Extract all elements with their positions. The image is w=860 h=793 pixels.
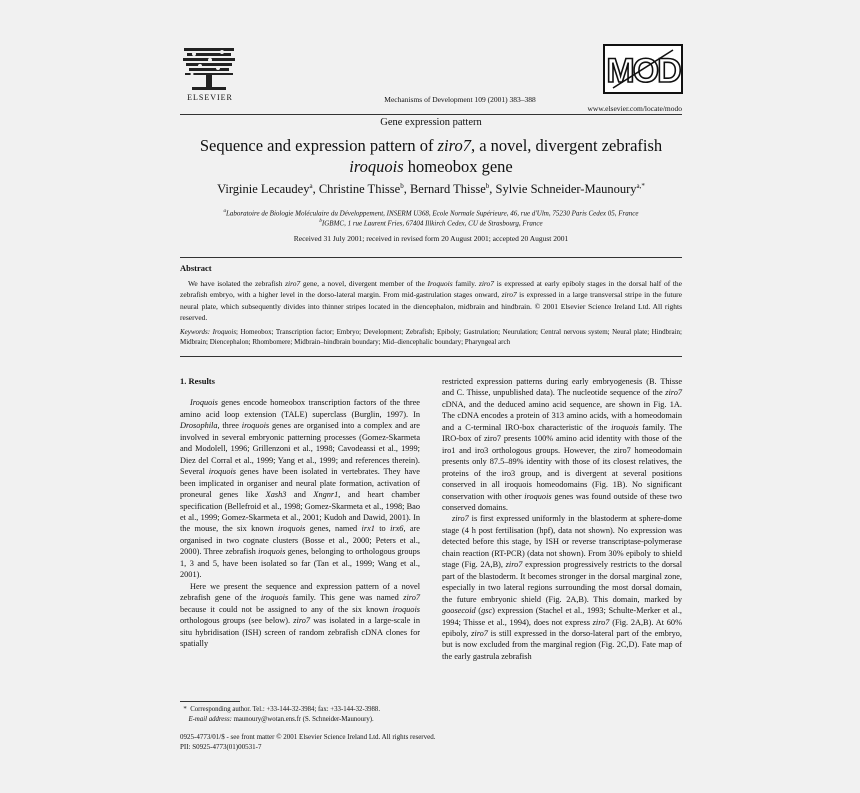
abstract-heading: Abstract [180,263,212,273]
section-heading: 1. Results [180,376,215,386]
received-dates: Received 31 July 2001; received in revised form 20 August 2001; accepted 20 August 2001 [293,234,569,243]
header-rule [180,114,682,115]
author: Bernard Thisse [409,182,486,197]
page-footer: 0925-4773/01/$ - see front matter © 2001 Elsevier Science Ireland Ltd. All rights reserved. PII: S0925-4773(01)00531-7 [180,733,436,751]
paragraph: Iroquois genes encode homeobox transcription factors of the three amino acid loop extension (TALE) superclass (Burglin, 1997). In Drosophila, three iroquois genes are organised into a complex and are involved in several embryonic patterning processes (Gomez-Skarmeta and Modolell, 1996; Grillenzoni et al., 1998; Cavodeassi et al., 1999; Diez del Corral et al., 1999; Yang et al., 1999; and references therein). Several iroquois genes have been isolated in vertebrates. They have been implicated in organiser and neural plate formation, activation of proneural genes like Xash3 and Xngnr1, and heart chamber specification (Bellefroid et al., 1998; Gomez-Skarmeta et al., 1998; Bao et al., 1999; Gomez-Skarmeta et al., 2001; Kudoh and Dawid, 2001). In the mouse, the six known iroquois genes, named irx1 to irx6, are organised in two cognate clusters (Bosse et al., 2000; Peters et al., 2000). Three zebrafish iroquois genes, belonging to orthologous groups 1, 3 and 5, have been isolated so far (Tan et al., 1999; Wang et al., 2001). [180,398,420,580]
author: Virginie Lecaudey [217,182,310,197]
svg-text:MOD: MOD [606,52,680,90]
journal-logo [603,44,683,94]
article-title: Sequence and expression pattern of ziro7, a novel, divergent zebrafish iroquois homeobox gene [199,136,663,176]
author-list: Virginie Lecaudey$^a$, Christine Thisse$^b$, Bernard Thisse$^b$, Sylvie Schneider-Maunoury$^{a,*}$ [217,182,645,197]
footnote-rule [180,701,240,702]
paragraph: restricted expression patterns during early embryogenesis (B. Thisse and C. Thisse, unpublished data). The nucleotide sequence of the ziro7 cDNA, and the deduced amino acid sequence, are shown in Fig. 1A. The cDNA encodes a protein of 313 amino acids, with a homeodomain and a C-terminal IRO-box characteristic of the iroquois family. The IRO-box of ziro7 presents 100% amino acid identity with those of the iro1 and iro3 orthologous groups. However, the ziro7 homeodomain presents only 87.5–89% identity with those of its closest relatives, the proteins of the iro3 group, and is divergent at several positions conserved in all iroquois homeodomains (Fig. 1B). No significant conservation with other iroquois genes was found outside of these two conserved domains. [442,377,683,512]
article-section: Gene expression pattern [380,117,482,128]
journal-citation: Mechanisms of Development 109 (2001) 383–388 [384,95,536,104]
abstract-text: We have isolated the zebrafish ziro7 gene, a novel, divergent member of the Iroquois family. ziro7 is expressed at early epiboly stages in the dorsal half of the zebrafish embryo, with a higher level in the dorso-lateral margin. From mid-gastrulation stages onward, ziro7 is expressed in a large transversal stripe in the future neural plate, which subsequently divides into thinner stripes located in the diencephalon, midbrain and hindbrain. © 2001 Elsevier Science Ireland Ltd. All rights reserved. [180,279,682,322]
right-column [442,376,682,662]
paragraph: ziro7 is first expressed uniformly in the blastoderm at sphere-dome stage (4 h post fertilisation (hpf), data not shown). No expression was detected before this stage, by ISH or reverse transcriptase-polymerase chain reaction (RT-PCR) (data not shown). From 30% epiboly to shield stage (Fig. 2A,B), ziro7 expression progressively restricts to the dorsal part of the blastoderm. It becomes stronger in the dorsal marginal zone, especially in two lateral regions surrounding the most dorsal domain, the future embryonic shield (Fig. 2A,B). This domain, marked by goosecoid (gsc) expression (Stachel et al., 1993; Schulte-Merker et al., 1994; Thisse et al., 1994), does not express ziro7 (Fig. 2A,B). At 60% epiboly, ziro7 is still expressed in the dorso-lateral part of the embryo, but is now excluded from the marginal region (Fig. 2C,D). Fate map of the early gastrula zebrafish [442,514,683,661]
abstract-bottom-rule [180,356,682,357]
email-link[interactable]: maunoury@wotan.ens.fr (S. Schneider-Maunoury). [233,715,374,723]
abstract-top-rule [180,257,682,258]
footnote: * Corresponding author. Tel.: +33-144-32-3984; fax: +33-144-32-3988. E-mail address: maunoury@wotan.ens.fr (S. Schneider-Maunoury). [183,706,381,723]
affiliation-a: $^a$Laboratoire de Biologie Moléculaire du Développement, INSERM U368, Ecole Normale Supérieure, 46, rue d'Ulm, 75230 Paris Cedex 05, France [223,209,639,218]
author: Sylvie Schneider-Maunoury [495,182,637,197]
publisher-name: ELSEVIER [187,93,233,102]
journal-url[interactable]: www.elsevier.com/locate/modo [587,104,682,113]
keywords: Keywords: Iroquois; Homeobox; Transcription factor; Embryo; Development; Zebrafish; Epiboly; Gastrulation; Neurulation; Central nervous system; Neural plate; Hindbrain; Midbrain; Diencephalon; Rhombomere; Midbrain–hindbrain boundary; Mid–diencephalic boundary; Pharyngeal arch [180,328,683,347]
paragraph: Here we present the sequence and expression pattern of a novel zebrafish gene of the iroquois family. This gene was named ziro7 because it could not be assigned to any of the six known iroquois orthologous groups (see below). ziro7 was isolated in a large-scale in situ hybridisation (ISH) screen of random zebrafish cDNA clones for spatially [180,581,420,648]
left-column [180,376,420,649]
affiliation-b: $^b$IGBMC, 1 rue Laurent Fries, 67404 Illkirch Cedex, CU de Strasbourg, France [319,219,543,228]
author: Christine Thisse [318,182,401,197]
